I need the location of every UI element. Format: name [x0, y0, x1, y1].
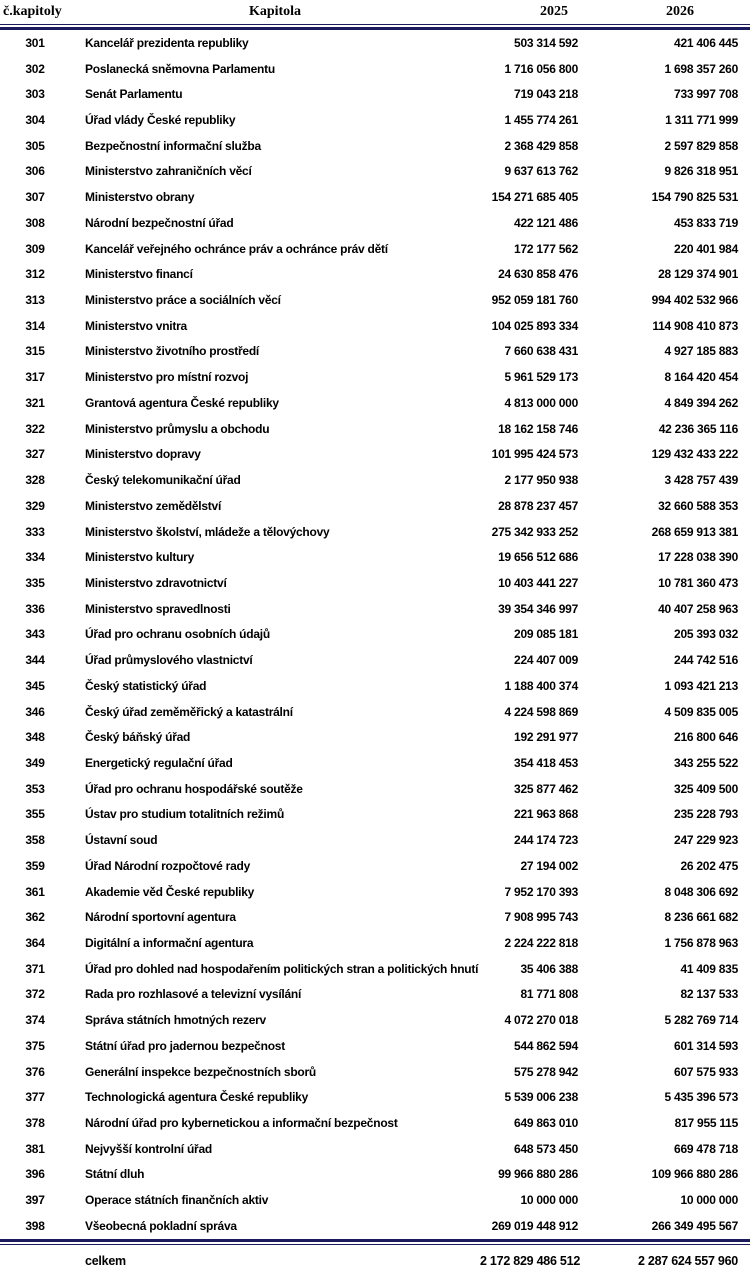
amount-2025: 209 085 181	[514, 627, 578, 642]
chapter-name: Ministerstvo pro místní rozvoj	[85, 370, 249, 385]
header-chapter-number: č.kapitoly	[3, 4, 62, 19]
amount-2025: 9 637 613 762	[504, 164, 578, 179]
amount-2026: 994 402 532 966	[651, 293, 738, 308]
chapter-number: 312	[25, 267, 45, 282]
chapter-number: 336	[25, 601, 45, 616]
chapter-name: Ministerstvo dopravy	[85, 447, 201, 462]
amount-2026: 154 790 825 531	[651, 190, 738, 205]
amount-2025: 649 863 010	[514, 1116, 578, 1131]
amount-2025: 10 000 000	[520, 1193, 578, 1208]
amount-2025: 503 314 592	[514, 35, 578, 50]
table-row	[0, 210, 750, 236]
chapter-name: Kancelář prezidenta republiky	[85, 35, 249, 50]
chapter-name: Ministerstvo práce a sociálních věcí	[85, 293, 281, 308]
amount-2025: 4 224 598 869	[504, 704, 578, 719]
table-row	[0, 1187, 750, 1213]
amount-2026: 9 826 318 951	[664, 164, 738, 179]
chapter-number: 313	[25, 293, 45, 308]
chapter-number: 346	[25, 704, 45, 719]
chapter-name: Národní úřad pro kybernetickou a informační bezpečnost	[85, 1116, 398, 1131]
table-body	[0, 30, 750, 1239]
chapter-number: 343	[25, 627, 45, 642]
amount-2025: 81 771 808	[520, 987, 578, 1002]
amount-2026: 4 849 394 262	[664, 395, 738, 410]
amount-2025: 99 966 880 286	[498, 1167, 578, 1182]
amount-2026: 1 756 878 963	[664, 936, 738, 951]
chapter-number: 398	[25, 1218, 45, 1233]
table-row	[0, 853, 750, 879]
chapter-name: Český statistický úřad	[85, 678, 207, 693]
amount-2025: 172 177 562	[514, 241, 578, 256]
amount-2026: 421 406 445	[674, 35, 738, 50]
chapter-name: Kancelář veřejného ochránce práv a ochránce práv dětí	[85, 241, 388, 256]
chapter-name: Úřad pro ochranu osobních údajů	[85, 627, 270, 642]
chapter-number: 302	[25, 61, 45, 76]
amount-2026: 28 129 374 901	[658, 267, 738, 282]
chapter-name: Ministerstvo obrany	[85, 190, 195, 205]
chapter-name: Ústavní soud	[85, 833, 158, 848]
table-row	[0, 827, 750, 853]
amount-2025: 104 025 893 334	[491, 318, 578, 333]
table-header-row	[0, 0, 750, 24]
chapter-name: Ministerstvo spravedlnosti	[85, 601, 231, 616]
amount-2026: 82 137 533	[680, 987, 738, 1002]
chapter-number: 345	[25, 678, 45, 693]
amount-2026: 205 393 032	[674, 627, 738, 642]
chapter-number: 374	[25, 1013, 45, 1028]
table-row	[0, 1110, 750, 1136]
amount-2025: 101 995 424 573	[491, 447, 578, 462]
chapter-number: 317	[25, 370, 45, 385]
total-amount-2025: 2 172 829 486 512	[480, 1253, 581, 1268]
amount-2026: 4 927 185 883	[664, 344, 738, 359]
amount-2026: 8 048 306 692	[664, 884, 738, 899]
amount-2025: 4 072 270 018	[504, 1013, 578, 1028]
chapter-name: Ministerstvo zemědělství	[85, 498, 222, 513]
table-row	[0, 184, 750, 210]
chapter-number: 308	[25, 215, 45, 230]
chapter-number: 361	[25, 884, 45, 899]
amount-2026: 453 833 719	[674, 215, 738, 230]
amount-2025: 28 878 237 457	[498, 498, 578, 513]
chapter-number: 327	[25, 447, 45, 462]
chapter-number: 355	[25, 807, 45, 822]
table-row	[0, 339, 750, 365]
amount-2026: 17 228 038 390	[658, 550, 738, 565]
amount-2025: 2 177 950 938	[504, 473, 578, 488]
amount-2026: 2 597 829 858	[664, 138, 738, 153]
amount-2026: 325 409 500	[674, 781, 738, 796]
chapter-number: 335	[25, 575, 45, 590]
table-row	[0, 750, 750, 776]
chapter-name: Bezpečnostní informační služba	[85, 138, 261, 153]
amount-2026: 5 282 769 714	[664, 1013, 738, 1028]
chapter-name: Senát Parlamentu	[85, 87, 183, 102]
chapter-number: 328	[25, 473, 45, 488]
amount-2025: 7 908 995 743	[504, 910, 578, 925]
amount-2026: 669 478 718	[674, 1141, 738, 1156]
chapter-name: Technologická agentura České republiky	[85, 1090, 309, 1105]
table-row	[0, 364, 750, 390]
table-row	[0, 596, 750, 622]
chapter-name: Akademie věd České republiky	[85, 884, 255, 899]
chapter-number: 314	[25, 318, 45, 333]
amount-2025: 35 406 388	[520, 961, 578, 976]
table-row	[0, 570, 750, 596]
chapter-number: 334	[25, 550, 45, 565]
chapter-number: 303	[25, 87, 45, 102]
chapter-name: Ministerstvo průmyslu a obchodu	[85, 421, 270, 436]
table-row	[0, 133, 750, 159]
table-row	[0, 1033, 750, 1059]
amount-2026: 343 255 522	[674, 755, 738, 770]
chapter-name: Digitální a informační agentura	[85, 936, 254, 951]
amount-2025: 5 539 006 238	[504, 1090, 578, 1105]
amount-2026: 733 997 708	[674, 87, 738, 102]
chapter-number: 362	[25, 910, 45, 925]
table-row	[0, 416, 750, 442]
chapter-number: 301	[25, 35, 45, 50]
chapter-number: 378	[25, 1116, 45, 1131]
table-row	[0, 699, 750, 725]
amount-2026: 247 229 923	[674, 833, 738, 848]
chapter-name: Státní dluh	[85, 1167, 145, 1182]
amount-2025: 648 573 450	[514, 1141, 578, 1156]
chapter-name: Ministerstvo financí	[85, 267, 193, 282]
amount-2025: 221 963 868	[514, 807, 578, 822]
table-row	[0, 30, 750, 56]
chapter-number: 304	[25, 113, 45, 128]
table-row	[0, 982, 750, 1008]
amount-2026: 5 435 396 573	[664, 1090, 738, 1105]
amount-2025: 24 630 858 476	[498, 267, 578, 282]
chapter-number: 348	[25, 730, 45, 745]
table-row	[0, 956, 750, 982]
chapter-name: Správa státních hmotných rezerv	[85, 1013, 266, 1028]
chapter-number: 376	[25, 1064, 45, 1079]
amount-2025: 325 877 462	[514, 781, 578, 796]
table-row	[0, 442, 750, 468]
chapter-name: Úřad Národní rozpočtové rady	[85, 858, 251, 873]
amount-2026: 4 509 835 005	[664, 704, 738, 719]
amount-2025: 27 194 002	[520, 858, 578, 873]
amount-2025: 7 660 638 431	[504, 344, 578, 359]
amount-2026: 607 575 933	[674, 1064, 738, 1079]
chapter-number: 358	[25, 833, 45, 848]
amount-2026: 42 236 365 116	[658, 421, 738, 436]
table-row	[0, 1136, 750, 1162]
chapter-number: 333	[25, 524, 45, 539]
chapter-name: Národní sportovní agentura	[85, 910, 236, 925]
chapter-number: 375	[25, 1038, 45, 1053]
amount-2025: 1 188 400 374	[504, 678, 578, 693]
amount-2025: 192 291 977	[514, 730, 578, 745]
amount-2026: 10 781 360 473	[658, 575, 738, 590]
amount-2026: 3 428 757 439	[664, 473, 738, 488]
amount-2026: 216 800 646	[674, 730, 738, 745]
amount-2026: 109 966 880 286	[651, 1167, 738, 1182]
amount-2026: 268 659 913 381	[651, 524, 738, 539]
table-row	[0, 904, 750, 930]
amount-2026: 235 228 793	[674, 807, 738, 822]
amount-2025: 10 403 441 227	[498, 575, 578, 590]
amount-2025: 224 407 009	[514, 653, 578, 668]
chapter-name: Ústav pro studium totalitních režimů	[85, 807, 285, 822]
amount-2025: 4 813 000 000	[504, 395, 578, 410]
table-row	[0, 673, 750, 699]
chapter-name: Generální inspekce bezpečnostních sborů	[85, 1064, 316, 1079]
chapter-name: Poslanecká sněmovna Parlamentu	[85, 61, 275, 76]
table-row	[0, 261, 750, 287]
chapter-name: Český telekomunikační úřad	[85, 473, 241, 488]
chapter-name: Český úřad zeměměřický a katastrální	[85, 704, 293, 719]
table-row	[0, 236, 750, 262]
chapter-name: Nejvyšší kontrolní úřad	[85, 1141, 212, 1156]
amount-2025: 544 862 594	[514, 1038, 578, 1053]
amount-2026: 41 409 835	[680, 961, 738, 976]
amount-2026: 1 311 771 999	[665, 113, 738, 128]
table-row	[0, 1162, 750, 1188]
amount-2026: 40 407 258 963	[658, 601, 738, 616]
amount-2025: 952 059 181 760	[491, 293, 578, 308]
chapter-number: 309	[25, 241, 45, 256]
chapter-number: 372	[25, 987, 45, 1002]
chapter-name: Ministerstvo životního prostředí	[85, 344, 260, 359]
chapter-number: 306	[25, 164, 45, 179]
amount-2026: 114 908 410 873	[652, 318, 738, 333]
chapter-name: Úřad průmyslového vlastnictví	[85, 653, 253, 668]
amount-2026: 601 314 593	[674, 1038, 738, 1053]
amount-2025: 422 121 486	[514, 215, 578, 230]
chapter-number: 396	[25, 1167, 45, 1182]
table-row	[0, 493, 750, 519]
amount-2025: 575 278 942	[514, 1064, 578, 1079]
amount-2026: 244 742 516	[674, 653, 738, 668]
table-row	[0, 544, 750, 570]
chapter-name: Úřad pro ochranu hospodářské soutěže	[85, 781, 303, 796]
amount-2026: 1 698 357 260	[664, 61, 738, 76]
amount-2025: 719 043 218	[514, 87, 578, 102]
chapter-name: Ministerstvo zahraničních věcí	[85, 164, 252, 179]
chapter-name: Ministerstvo vnitra	[85, 318, 187, 333]
chapter-number: 321	[25, 395, 45, 410]
chapter-number: 371	[25, 961, 45, 976]
table-row	[0, 724, 750, 750]
chapter-name: Ministerstvo kultury	[85, 550, 195, 565]
amount-2025: 2 368 429 858	[504, 138, 578, 153]
table-row	[0, 159, 750, 185]
total-row	[0, 1245, 750, 1277]
amount-2026: 8 164 420 454	[664, 370, 738, 385]
amount-2025: 2 224 222 818	[504, 936, 578, 951]
chapter-number: 315	[25, 344, 45, 359]
chapter-number: 353	[25, 781, 45, 796]
chapter-name: Grantová agentura České republiky	[85, 395, 279, 410]
total-label: celkem	[85, 1253, 126, 1268]
amount-2026: 220 401 984	[674, 241, 738, 256]
chapter-name: Ministerstvo zdravotnictví	[85, 575, 227, 590]
table-row	[0, 56, 750, 82]
amount-2025: 7 952 170 393	[504, 884, 578, 899]
header-year-2025: 2025	[540, 4, 568, 19]
amount-2026: 32 660 588 353	[658, 498, 738, 513]
amount-2025: 275 342 933 252	[491, 524, 578, 539]
amount-2025: 269 019 448 912	[491, 1218, 578, 1233]
amount-2025: 19 656 512 686	[498, 550, 578, 565]
amount-2026: 26 202 475	[680, 858, 738, 873]
chapter-name: Národní bezpečnostní úřad	[85, 215, 234, 230]
chapter-name: Ministerstvo školství, mládeže a tělovýchovy	[85, 524, 330, 539]
chapter-name: Energetický regulační úřad	[85, 755, 233, 770]
chapter-number: 329	[25, 498, 45, 513]
table-row	[0, 1007, 750, 1033]
amount-2026: 129 432 433 222	[651, 447, 738, 462]
table-row	[0, 1084, 750, 1110]
table-row	[0, 930, 750, 956]
amount-2025: 18 162 158 746	[498, 421, 578, 436]
amount-2025: 1 455 774 261	[504, 113, 578, 128]
amount-2025: 154 271 685 405	[491, 190, 578, 205]
table-row	[0, 390, 750, 416]
table-row	[0, 802, 750, 828]
table-row	[0, 1213, 750, 1239]
chapter-number: 397	[25, 1193, 45, 1208]
table-row	[0, 879, 750, 905]
amount-2025: 354 418 453	[514, 755, 578, 770]
table-row	[0, 313, 750, 339]
chapter-number: 377	[25, 1090, 45, 1105]
header-year-2026: 2026	[666, 4, 694, 19]
chapter-number: 364	[25, 936, 45, 951]
chapter-name: Operace státních finančních aktiv	[85, 1193, 269, 1208]
table-row	[0, 776, 750, 802]
amount-2025: 244 174 723	[514, 833, 578, 848]
total-amount-2026: 2 287 624 557 960	[637, 1253, 738, 1268]
chapter-number: 305	[25, 138, 45, 153]
table-row	[0, 107, 750, 133]
amount-2026: 8 236 661 682	[664, 910, 738, 925]
chapter-number: 359	[25, 858, 45, 873]
chapter-number: 307	[25, 190, 45, 205]
amount-2025: 39 354 346 997	[498, 601, 578, 616]
chapter-name: Úřad pro dohled nad hospodařením politických stran a politických hnutí	[85, 961, 479, 976]
chapter-number: 322	[25, 421, 45, 436]
chapter-name: Úřad vlády České republiky	[85, 113, 236, 128]
table-row	[0, 647, 750, 673]
chapter-name: Státní úřad pro jadernou bezpečnost	[85, 1038, 285, 1053]
amount-2026: 817 955 115	[674, 1116, 738, 1131]
chapter-name: Český báňský úřad	[85, 730, 191, 745]
chapter-number: 381	[25, 1141, 45, 1156]
chapter-number: 349	[25, 755, 45, 770]
table-row	[0, 1059, 750, 1085]
table-row	[0, 287, 750, 313]
table-row	[0, 622, 750, 648]
chapter-name: Všeobecná pokladní správa	[85, 1218, 237, 1233]
chapter-name: Rada pro rozhlasové a televizní vysílání	[85, 987, 302, 1002]
table-row	[0, 467, 750, 493]
amount-2025: 1 716 056 800	[504, 61, 578, 76]
amount-2026: 266 349 495 567	[651, 1218, 738, 1233]
amount-2025: 5 961 529 173	[504, 370, 578, 385]
header-chapter-name: Kapitola	[248, 4, 302, 19]
table-row	[0, 81, 750, 107]
amount-2026: 1 093 421 213	[664, 678, 738, 693]
table-row	[0, 519, 750, 545]
amount-2026: 10 000 000	[680, 1193, 738, 1208]
chapter-number: 344	[25, 653, 45, 668]
